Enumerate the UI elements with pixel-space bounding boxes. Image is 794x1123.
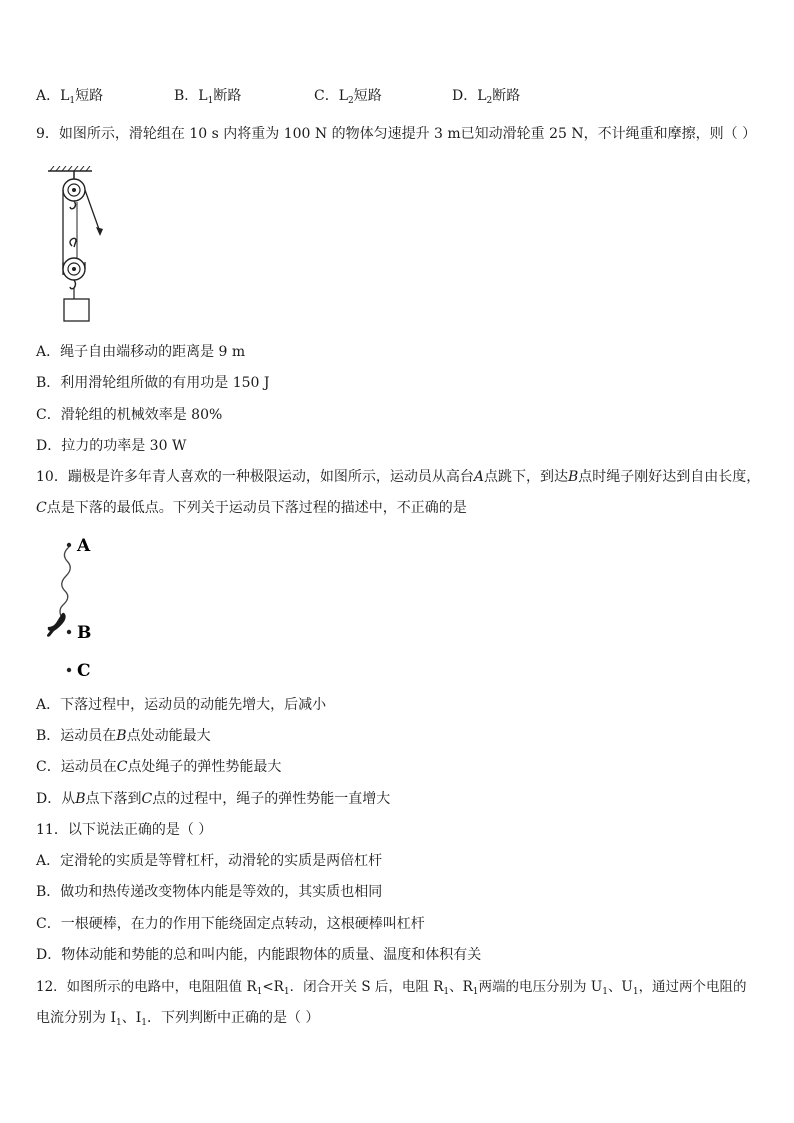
q9-option-d: D．拉力的功率是 30 W: [36, 438, 187, 454]
q8-option-d: D．$L_2$断路: [452, 88, 521, 106]
q8-option-b: B．$L_1$断路: [174, 88, 242, 106]
q11-option-b: B．做功和热传递改变物体内能是等效的，其实质也相同: [36, 884, 383, 900]
q10-stem-line2: C点是下落的最低点。下列关于运动员下落过程的描述中，不正确的是: [36, 500, 467, 516]
bungee-label-c: C: [77, 661, 91, 681]
q8-option-c: C．$L_2$短路: [314, 88, 382, 106]
q10-option-b: B．运动员在B点处动能最大: [36, 728, 211, 744]
bungee-label-b: B: [77, 623, 92, 643]
q9-stem: 9．如图所示，滑轮组在 10 s 内将重为 100 N 的物体匀速提升 3 m已知动滑轮重 25 N，不计绳重和摩擦，则（ ）: [36, 126, 757, 142]
q9-option-a: A．绳子自由端移动的距离是 9 m: [36, 344, 246, 360]
q11-stem: 11．以下说法正确的是（ ）: [36, 822, 213, 838]
bungee-figure: [38, 530, 118, 682]
q11-option-d: D．物体动能和势能的总和叫内能，内能跟物体的质量、温度和体积有关: [36, 947, 482, 963]
q10-option-d: D．从B点下落到C点的过程中，绳子的弹性势能一直增大: [36, 791, 391, 807]
q12-stem-line2: 电流分别为 $I_1$、$I_1$．下列判断中正确的是（ ）: [36, 1010, 320, 1028]
q8-options: [36, 86, 756, 106]
q10-stem-line1: 10．蹦极是许多年青人喜欢的一种极限运动，如图所示，运动员从高台A点跳下，到达B点时绳子刚好达到自由长度，: [36, 469, 761, 485]
q8-option-a: A．$L_1$短路: [36, 88, 104, 106]
q9-option-c: C．滑轮组的机械效率是 80%: [36, 407, 223, 423]
pulley-figure: [44, 166, 114, 326]
q10-option-a: A．下落过程中，运动员的动能先增大，后减小: [36, 697, 327, 713]
q12-stem-line1: 12．如图所示的电路中，电阻阻值 $R_1<R_1$．闭合开关 S 后，电阻 $R_1$、$R_1$两端的电压分别为 $U_1$、$U_1$，通过两个电阻的: [36, 979, 747, 997]
q9-option-b: B．利用滑轮组所做的有用功是 150 J: [36, 375, 270, 391]
q10-option-c: C．运动员在C点处绳子的弹性势能最大: [36, 759, 282, 775]
bungee-label-a: A: [77, 536, 91, 556]
q11-option-a: A．定滑轮的实质是等臂杠杆，动滑轮的实质是两倍杠杆: [36, 853, 383, 869]
q11-option-c: C．一根硬棒，在力的作用下能绕固定点转动，这根硬棒叫杠杆: [36, 916, 425, 932]
